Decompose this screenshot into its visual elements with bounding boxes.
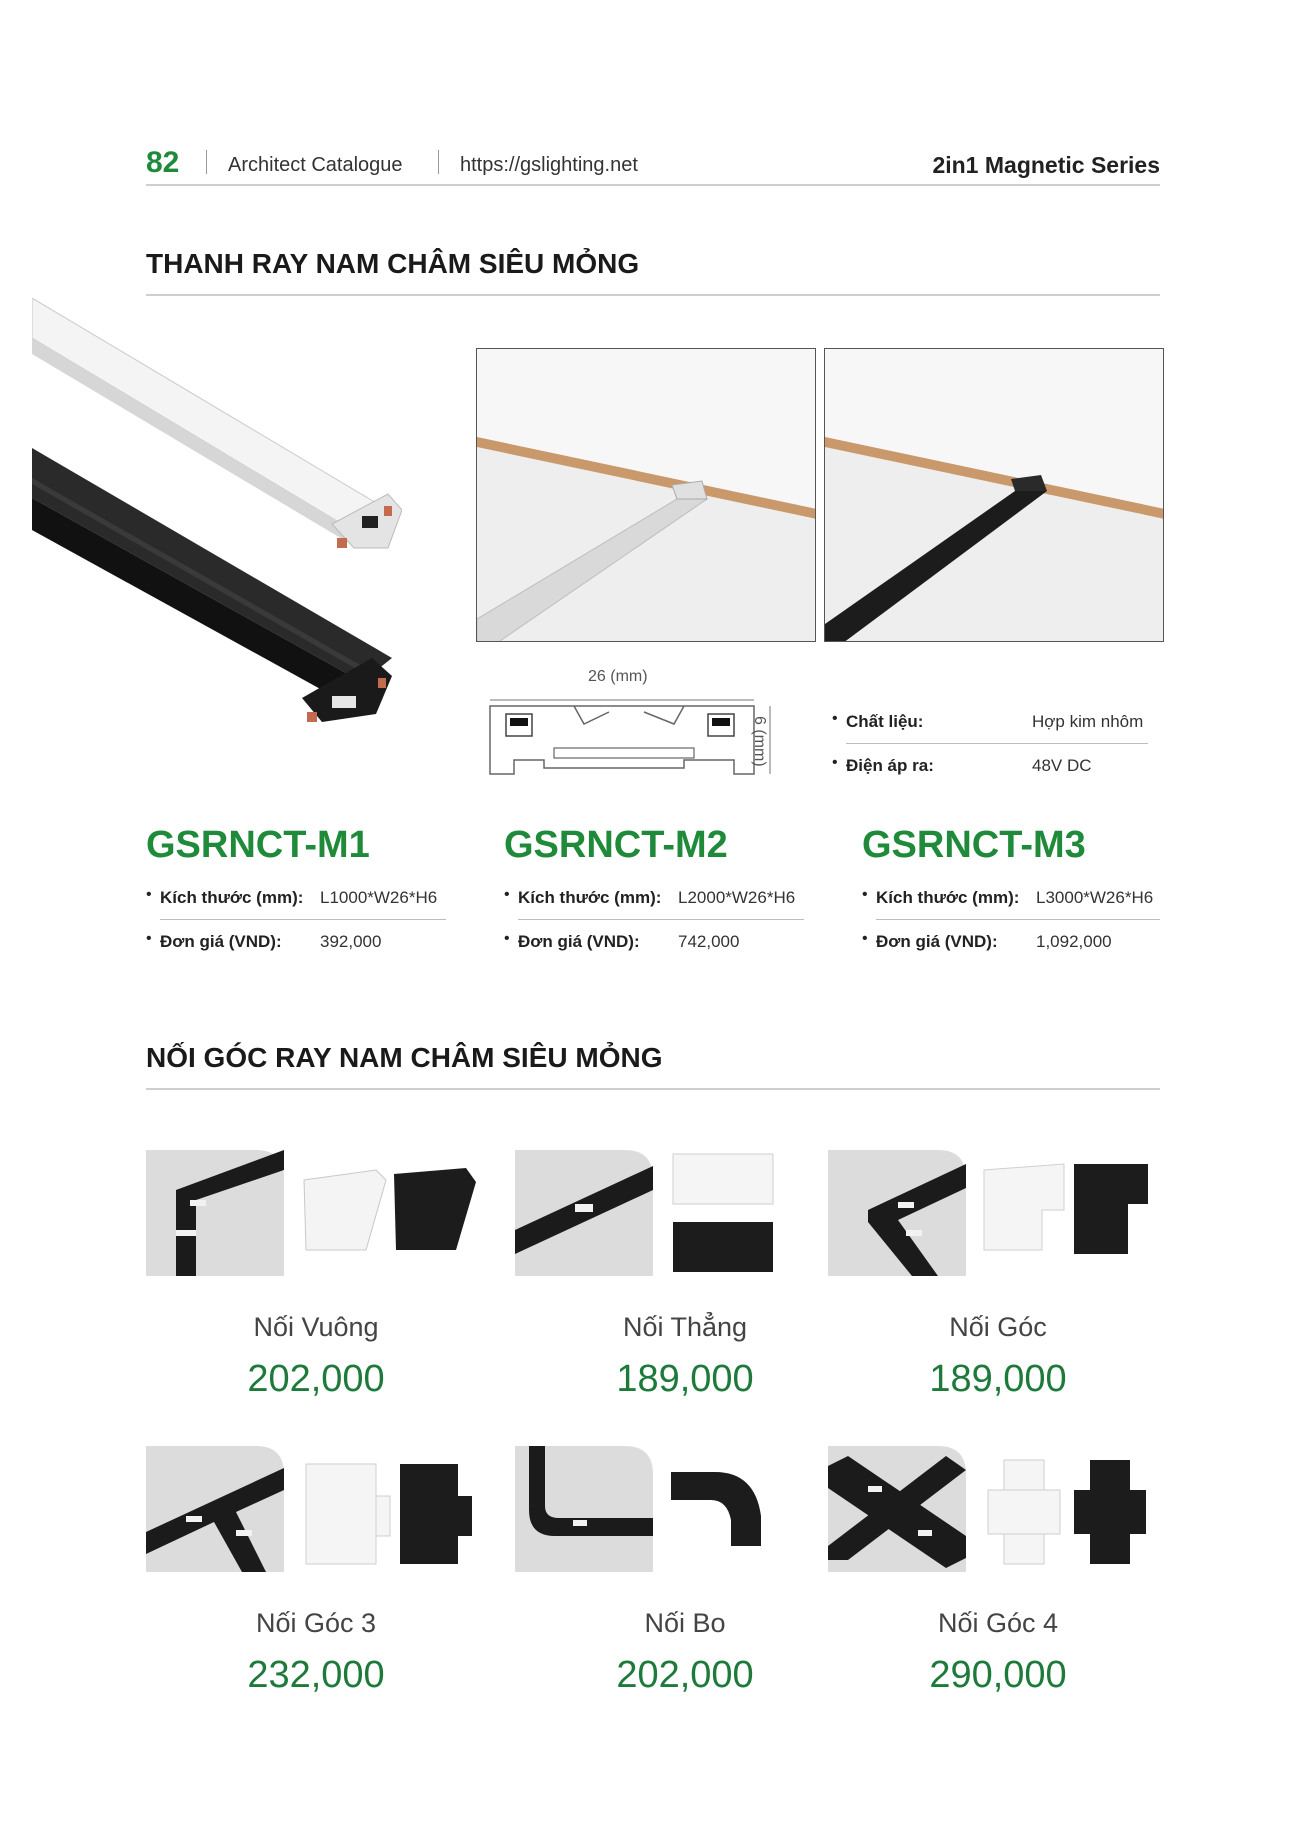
t-connector-image (146, 1446, 486, 1572)
spec-row: • Đơn giá (VND): 1,092,000 (862, 930, 1112, 951)
connector-item (146, 1446, 486, 1696)
section-title-rails: THANH RAY NAM CHÂM SIÊU MỎNG (146, 248, 1160, 296)
spec-row: • Kích thước (mm): L3000*W26*H6 (862, 876, 1160, 920)
spec-label: Chất liệu: (846, 712, 924, 731)
connector-price: 290,000 (929, 1654, 1067, 1696)
black-rail-photo (824, 348, 1164, 642)
connector-price: 202,000 (616, 1654, 754, 1696)
straight-connector-image (515, 1150, 855, 1276)
connector-item (515, 1446, 855, 1696)
spec-value: Hợp kim nhôm (1032, 712, 1144, 731)
connector-item (146, 1150, 486, 1400)
spec-row: • Chất liệu: Hợp kim nhôm (832, 700, 1148, 744)
material-specs (832, 700, 1148, 788)
dimension-width-label: 26 (mm) (588, 668, 648, 685)
model-code-m1: GSRNCT-M1 (146, 824, 370, 866)
connector-item (828, 1150, 1168, 1400)
connector-item (515, 1150, 855, 1400)
size-label: Kích thước (mm): (518, 888, 662, 907)
spec-row: • Đơn giá (VND): 392,000 (146, 930, 382, 951)
size-label: Kích thước (mm): (160, 888, 304, 907)
connector-price: 189,000 (929, 1358, 1067, 1400)
header-separator (206, 150, 207, 174)
spec-row: • Kích thước (mm): L2000*W26*H6 (504, 876, 804, 920)
corner-connector-image (828, 1150, 1168, 1276)
silver-rail-photo (476, 348, 816, 642)
spec-row: • Kích thước (mm): L1000*W26*H6 (146, 876, 446, 920)
website-link[interactable]: https://gslighting.net (460, 154, 638, 176)
connector-name: Nối Góc 3 (255, 1608, 377, 1638)
square-connector-image (146, 1150, 486, 1276)
connector-item (828, 1446, 1168, 1696)
rail-cross-section-diagram (484, 664, 794, 784)
model-specs-m1 (146, 876, 446, 964)
size-value: L2000*W26*H6 (678, 888, 796, 907)
price-label: Đơn giá (VND): (160, 932, 282, 951)
section-title-connectors: NỐI GÓC RAY NAM CHÂM SIÊU MỎNG (146, 1042, 1160, 1090)
connector-price: 189,000 (616, 1358, 754, 1400)
catalogue-name: Architect Catalogue (228, 154, 403, 176)
size-value: L1000*W26*H6 (320, 888, 438, 907)
page-header (146, 140, 1160, 186)
header-separator (438, 150, 439, 174)
connector-price: 232,000 (247, 1654, 385, 1696)
connector-name: Nối Thẳng (622, 1312, 748, 1342)
spec-row: • Đơn giá (VND): 742,000 (504, 930, 740, 951)
dimension-height-label: 6 (mm) (751, 716, 768, 767)
connector-name: Nối Vuông (253, 1312, 379, 1342)
spec-label: Điện áp ra: (846, 756, 934, 775)
spec-row: • Điện áp ra: 48V DC (832, 754, 1092, 775)
price-label: Đơn giá (VND): (876, 932, 998, 951)
connector-price: 202,000 (247, 1358, 385, 1400)
model-code-m2: GSRNCT-M2 (504, 824, 728, 866)
series-name: 2in1 Magnetic Series (932, 152, 1160, 178)
model-specs-m3 (862, 876, 1160, 964)
price-label: Đơn giá (VND): (518, 932, 640, 951)
connector-name: Nối Bo (644, 1608, 726, 1638)
price-value: 742,000 (678, 932, 740, 951)
model-specs-m2 (504, 876, 804, 964)
rail-product-image (32, 298, 402, 758)
connector-name: Nối Góc (949, 1312, 1047, 1342)
page-number: 82 (146, 146, 180, 179)
curved-connector-image (515, 1446, 855, 1572)
connector-name: Nối Góc 4 (937, 1608, 1059, 1638)
size-value: L3000*W26*H6 (1036, 888, 1154, 907)
price-value: 1,092,000 (1036, 932, 1112, 951)
spec-value: 48V DC (1032, 756, 1092, 775)
model-code-m3: GSRNCT-M3 (862, 824, 1086, 866)
cross-connector-image (828, 1446, 1168, 1572)
price-value: 392,000 (320, 932, 382, 951)
size-label: Kích thước (mm): (876, 888, 1020, 907)
